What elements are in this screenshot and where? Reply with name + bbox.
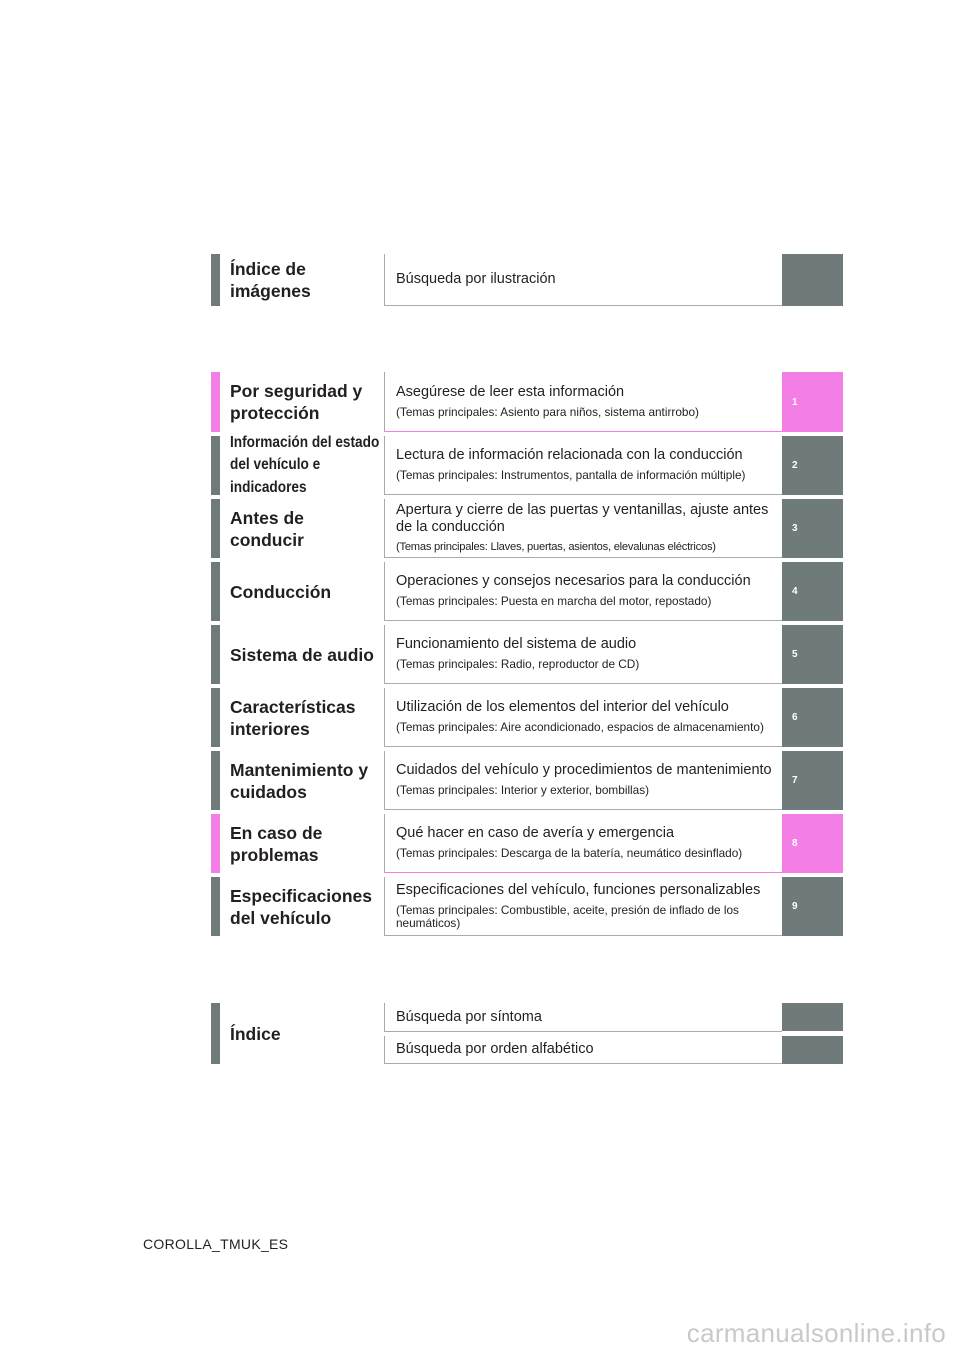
chapter-title: Por seguridad y protección	[230, 381, 363, 423]
description-main: Especificaciones del vehículo, funciones personalizables	[396, 881, 761, 898]
document-id: COROLLA_TMUK_ES	[143, 1236, 289, 1252]
chapter-tab[interactable]: 1	[782, 372, 843, 432]
picture-index-section[interactable]	[211, 254, 843, 306]
chapter-title: Especificaciones del vehículo	[230, 885, 373, 928]
description-topics: (Temas principales: Radio, reproductor de CD)	[396, 657, 640, 672]
description-topics: (Temas principales: Interior y exterior, bombillas)	[396, 783, 650, 798]
description-main: Asegúrese de leer esta información	[396, 383, 625, 400]
description-main: Qué hacer en caso de avería y emergencia	[396, 825, 675, 842]
description-topics: (Temas principales: Aire acondicionado, espacios de almacenamiento)	[396, 720, 764, 735]
section-title: Índice de imágenes	[230, 259, 311, 301]
description-main: Operaciones y consejos necesarios para la conducción	[396, 573, 751, 590]
chapter-title: Conducción	[230, 581, 332, 602]
index-symptom-search[interactable]	[384, 1003, 782, 1032]
chapter-tab[interactable]: 2	[782, 436, 843, 495]
chapter-bar	[211, 562, 220, 621]
chapter-title: En caso de problemas	[230, 822, 323, 865]
chapter-description	[384, 688, 782, 747]
chapter-bar	[211, 688, 220, 747]
section-title: Índice	[230, 1023, 281, 1044]
description-topics: (Temas principales: Puesta en marcha del motor, repostado)	[396, 594, 712, 609]
chapter-row-3[interactable]	[211, 499, 843, 558]
chapter-description	[384, 751, 782, 810]
chapter-description	[384, 562, 782, 621]
chapter-bar	[211, 499, 220, 558]
chapter-title: Características interiores	[230, 696, 356, 739]
watermark: carmanualsonline.info	[686, 1318, 946, 1348]
index-alphabetical-search[interactable]	[384, 1036, 782, 1064]
description-topics: (Temas principales: Descarga de la batería, neumático desinflado)	[396, 846, 743, 861]
chapter-description	[384, 625, 782, 684]
description-main: Funcionamiento del sistema de audio	[396, 636, 637, 653]
index-alphabetical-tab[interactable]	[782, 1036, 843, 1064]
chapter-bar	[211, 625, 220, 684]
chapter-tab[interactable]: 3	[782, 499, 843, 558]
chapter-bar	[211, 436, 220, 495]
chapter-title: Sistema de audio	[230, 644, 374, 665]
chapter-description	[384, 877, 782, 936]
section-tab[interactable]	[782, 254, 843, 306]
chapter-row-5[interactable]	[211, 625, 843, 684]
description-main: Búsqueda por ilustración	[396, 271, 556, 287]
chapter-row-1[interactable]	[211, 372, 843, 432]
chapter-tab[interactable]: 5	[782, 625, 843, 684]
chapter-row-9[interactable]	[211, 877, 843, 936]
chapter-bar	[211, 877, 220, 936]
chapter-row-4[interactable]	[211, 562, 843, 621]
chapter-description	[384, 814, 782, 873]
chapter-title: Información del estado del vehículo e indicadores	[230, 433, 380, 496]
chapter-description	[384, 372, 782, 432]
chapter-row-7[interactable]	[211, 751, 843, 810]
chapter-description	[384, 436, 782, 495]
section-description	[384, 254, 782, 306]
chapter-tab[interactable]: 4	[782, 562, 843, 621]
description-topics: (Temas principales: Asiento para niños, sistema antirrobo)	[396, 404, 699, 419]
chapter-row-2[interactable]	[211, 433, 843, 496]
chapter-tab[interactable]: 8	[782, 814, 843, 873]
chapter-bar	[211, 751, 220, 810]
chapter-tab[interactable]: 7	[782, 751, 843, 810]
chapter-tab[interactable]: 9	[782, 877, 843, 936]
description-topics: (Temas principales: Combustible, aceite, presión de inflado de los neumáticos)	[396, 902, 739, 930]
chapter-title: Antes de conducir	[230, 507, 304, 550]
description-main: Lectura de información relacionada con la conducción	[396, 447, 743, 464]
description-main: Apertura y cierre de las puertas y ventanillas, ajuste antes de la conducción	[396, 501, 769, 535]
description-topics: (Temas principales: Llaves, puertas, asientos, elevalunas eléctricos)	[396, 540, 716, 553]
index-symptom-tab[interactable]	[782, 1003, 843, 1031]
chapter-title: Mantenimiento y cuidados	[230, 759, 369, 802]
chapter-bar	[211, 372, 220, 432]
index-section	[211, 1003, 843, 1064]
section-bar	[211, 1003, 220, 1064]
description-topics: (Temas principales: Instrumentos, pantalla de información múltiple)	[396, 468, 746, 483]
chapter-tab[interactable]: 6	[782, 688, 843, 747]
chapter-bar	[211, 814, 220, 873]
description-main: Búsqueda por síntoma	[396, 1008, 542, 1025]
description-main: Cuidados del vehículo y procedimientos de mantenimiento	[396, 762, 772, 779]
chapter-row-6[interactable]	[211, 688, 843, 747]
description-main: Utilización de los elementos del interior del vehículo	[396, 699, 729, 716]
section-bar	[211, 254, 220, 306]
chapter-description	[384, 499, 782, 558]
chapter-row-8[interactable]	[211, 814, 843, 873]
description-main: Búsqueda por orden alfabético	[396, 1041, 594, 1057]
